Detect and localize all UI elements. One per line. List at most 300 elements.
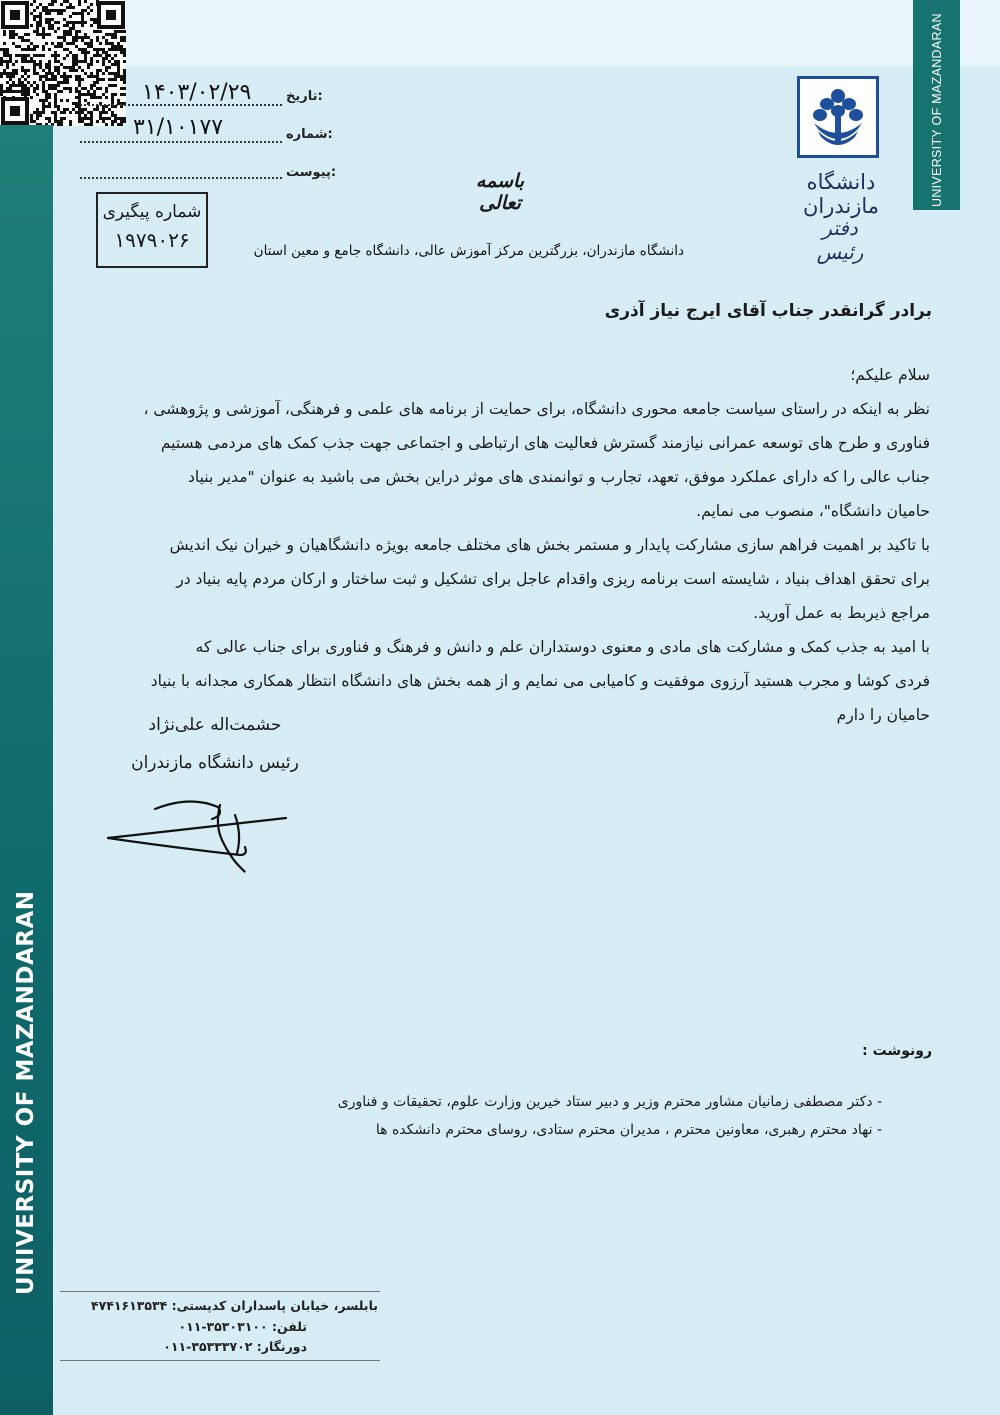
qr-module xyxy=(117,72,120,75)
qr-module xyxy=(69,27,72,30)
qr-module xyxy=(57,69,60,72)
qr-module xyxy=(99,111,102,114)
qr-module xyxy=(123,93,126,96)
qr-module xyxy=(51,0,54,3)
qr-module xyxy=(60,9,63,12)
qr-module xyxy=(87,36,90,39)
qr-module xyxy=(117,75,120,78)
qr-module xyxy=(78,75,81,78)
qr-module xyxy=(75,57,78,60)
qr-module xyxy=(63,30,66,33)
qr-module xyxy=(15,60,18,63)
qr-module xyxy=(90,9,93,12)
qr-module xyxy=(39,33,42,36)
qr-module xyxy=(18,78,21,81)
qr-module xyxy=(45,99,48,102)
qr-module xyxy=(84,99,87,102)
qr-module xyxy=(96,51,99,54)
qr-module xyxy=(42,84,45,87)
qr-module xyxy=(72,42,75,45)
qr-module xyxy=(54,30,57,33)
qr-module xyxy=(96,60,99,63)
qr-module xyxy=(24,60,27,63)
qr-module xyxy=(60,42,63,45)
qr-module xyxy=(111,93,114,96)
qr-module xyxy=(51,111,54,114)
qr-module xyxy=(15,54,18,57)
qr-module xyxy=(15,69,18,72)
qr-module xyxy=(54,84,57,87)
qr-module xyxy=(0,75,3,78)
qr-module xyxy=(48,9,51,12)
qr-module xyxy=(24,87,27,90)
qr-module xyxy=(90,57,93,60)
qr-module xyxy=(45,75,48,78)
qr-module xyxy=(36,21,39,24)
qr-module xyxy=(66,81,69,84)
qr-module xyxy=(57,72,60,75)
tree-emblem-icon xyxy=(800,79,876,155)
qr-module xyxy=(81,21,84,24)
qr-module xyxy=(54,0,57,3)
qr-module xyxy=(90,72,93,75)
qr-module xyxy=(87,6,90,9)
qr-module xyxy=(45,90,48,93)
qr-module xyxy=(39,21,42,24)
qr-module xyxy=(0,93,3,96)
qr-module xyxy=(75,90,78,93)
qr-module xyxy=(51,27,54,30)
qr-module xyxy=(48,66,51,69)
qr-module xyxy=(120,45,123,48)
qr-module xyxy=(99,30,102,33)
qr-module xyxy=(123,36,126,39)
qr-module xyxy=(39,18,42,21)
qr-module xyxy=(3,60,6,63)
qr-module xyxy=(90,111,93,114)
qr-module xyxy=(105,90,108,93)
qr-module xyxy=(45,93,48,96)
qr-module xyxy=(27,45,30,48)
qr-module xyxy=(66,87,69,90)
qr-module xyxy=(45,72,48,75)
qr-module xyxy=(42,111,45,114)
qr-module xyxy=(39,66,42,69)
qr-module xyxy=(102,117,105,120)
qr-module xyxy=(117,48,120,51)
left-band-university-name: UNIVERSITY OF MAZANDARAN xyxy=(13,890,39,1295)
qr-module xyxy=(90,96,93,99)
attachment-dotted-line xyxy=(80,177,282,179)
qr-module xyxy=(9,30,12,33)
qr-module xyxy=(0,72,3,75)
qr-module xyxy=(54,99,57,102)
qr-module xyxy=(81,93,84,96)
qr-module xyxy=(75,21,78,24)
qr-module xyxy=(66,78,69,81)
qr-module xyxy=(72,66,75,69)
qr-module xyxy=(114,114,117,117)
qr-module xyxy=(111,120,114,123)
qr-module xyxy=(45,21,48,24)
qr-module xyxy=(81,39,84,42)
cc-item: - نهاد محترم رهبری، معاونین محترم ، مدیران محترم ستادی، روسای محترم دانشکده ها xyxy=(375,1122,882,1138)
qr-module xyxy=(18,45,21,48)
qr-module xyxy=(93,81,96,84)
qr-module xyxy=(96,96,99,99)
qr-module xyxy=(84,72,87,75)
qr-module xyxy=(63,36,66,39)
qr-module xyxy=(111,111,114,114)
qr-module xyxy=(90,84,93,87)
qr-module xyxy=(111,123,114,126)
qr-module xyxy=(42,105,45,108)
qr-module xyxy=(84,54,87,57)
qr-module xyxy=(33,60,36,63)
qr-module xyxy=(60,123,63,126)
qr-module xyxy=(117,69,120,72)
qr-module xyxy=(93,108,96,111)
qr-module xyxy=(45,66,48,69)
qr-module xyxy=(117,45,120,48)
qr-module xyxy=(99,42,102,45)
qr-module xyxy=(111,114,114,117)
qr-module xyxy=(90,123,93,126)
qr-module xyxy=(54,120,57,123)
qr-module xyxy=(114,78,117,81)
qr-module xyxy=(93,84,96,87)
qr-module xyxy=(9,36,12,39)
qr-module xyxy=(51,54,54,57)
qr-module xyxy=(123,72,126,75)
qr-module xyxy=(3,42,6,45)
qr-module xyxy=(12,90,15,93)
qr-module xyxy=(48,3,51,6)
qr-module xyxy=(90,3,93,6)
qr-module xyxy=(81,117,84,120)
qr-module xyxy=(21,36,24,39)
qr-module xyxy=(54,69,57,72)
qr-module xyxy=(63,87,66,90)
qr-module xyxy=(90,60,93,63)
qr-module xyxy=(36,27,39,30)
qr-module xyxy=(75,96,78,99)
qr-module xyxy=(6,66,9,69)
qr-module xyxy=(12,63,15,66)
qr-module xyxy=(81,24,84,27)
qr-module xyxy=(81,108,84,111)
qr-module xyxy=(36,93,39,96)
qr-module xyxy=(84,33,87,36)
qr-module xyxy=(21,39,24,42)
qr-module xyxy=(39,24,42,27)
qr-module xyxy=(72,69,75,72)
qr-module xyxy=(9,54,12,57)
qr-module xyxy=(66,48,69,51)
basmala: باسمه تعالی xyxy=(475,170,525,214)
qr-module xyxy=(96,69,99,72)
qr-module xyxy=(24,39,27,42)
letter-body xyxy=(70,358,930,732)
qr-module xyxy=(21,75,24,78)
qr-module xyxy=(12,81,15,84)
qr-module xyxy=(42,108,45,111)
qr-module xyxy=(84,42,87,45)
qr-module xyxy=(96,75,99,78)
qr-module xyxy=(114,48,117,51)
qr-module xyxy=(33,111,36,114)
tracking-number: ۱۹۷۹۰۲۶ xyxy=(114,228,190,252)
qr-module xyxy=(111,36,114,39)
date-label: تاریخ: xyxy=(286,89,323,104)
qr-module xyxy=(84,93,87,96)
qr-module xyxy=(21,48,24,51)
qr-module xyxy=(18,81,21,84)
qr-module xyxy=(78,0,81,3)
qr-module xyxy=(102,60,105,63)
qr-module xyxy=(15,72,18,75)
body-line: حامیان دانشگاه"، منصوب می نمایم. xyxy=(696,502,930,520)
qr-module xyxy=(75,102,78,105)
qr-module xyxy=(36,111,39,114)
qr-module xyxy=(78,36,81,39)
qr-module xyxy=(102,108,105,111)
qr-module xyxy=(69,120,72,123)
qr-module xyxy=(93,75,96,78)
qr-module xyxy=(30,84,33,87)
qr-module xyxy=(36,108,39,111)
qr-module xyxy=(33,45,36,48)
qr-module xyxy=(90,42,93,45)
qr-module xyxy=(105,123,108,126)
qr-module xyxy=(39,15,42,18)
qr-module xyxy=(30,24,33,27)
qr-module xyxy=(123,75,126,78)
qr-module xyxy=(48,78,51,81)
qr-module xyxy=(33,15,36,18)
qr-module xyxy=(78,93,81,96)
qr-module xyxy=(9,75,12,78)
qr-module xyxy=(33,48,36,51)
qr-module xyxy=(66,75,69,78)
qr-module xyxy=(39,114,42,117)
qr-module xyxy=(57,36,60,39)
qr-module xyxy=(114,93,117,96)
qr-module xyxy=(69,51,72,54)
qr-module xyxy=(36,63,39,66)
qr-module xyxy=(54,60,57,63)
qr-module xyxy=(21,87,24,90)
qr-module xyxy=(33,30,36,33)
qr-module xyxy=(114,84,117,87)
qr-module xyxy=(102,111,105,114)
qr-module xyxy=(33,54,36,57)
qr-module xyxy=(84,117,87,120)
number-label: شماره: xyxy=(286,127,333,142)
qr-module xyxy=(36,30,39,33)
qr-module xyxy=(42,90,45,93)
qr-module xyxy=(81,87,84,90)
qr-module xyxy=(102,120,105,123)
qr-module xyxy=(93,96,96,99)
qr-module xyxy=(72,57,75,60)
qr-module xyxy=(60,63,63,66)
qr-module xyxy=(66,66,69,69)
qr-module xyxy=(36,72,39,75)
qr-module xyxy=(99,114,102,117)
tracking-number-box xyxy=(96,192,208,268)
qr-module xyxy=(63,111,66,114)
qr-module xyxy=(0,84,3,87)
body-line: سلام علیکم؛ xyxy=(850,366,930,384)
qr-module xyxy=(72,6,75,9)
qr-module xyxy=(36,54,39,57)
qr-module xyxy=(99,87,102,90)
qr-module xyxy=(24,90,27,93)
qr-module xyxy=(105,42,108,45)
qr-module xyxy=(45,117,48,120)
body-line: برای تحقق اهداف بنیاد ، شایسته است برنامه ریزی واقدام عاجل برای تشکیل و ثبت ساختار و ارکان مردم پایه بنیاد در xyxy=(176,570,930,588)
qr-module xyxy=(120,123,123,126)
qr-module xyxy=(18,90,21,93)
qr-module xyxy=(60,117,63,120)
qr-module xyxy=(6,63,9,66)
footer-top-rule xyxy=(60,1291,380,1292)
qr-module xyxy=(54,66,57,69)
qr-module xyxy=(105,54,108,57)
qr-module xyxy=(42,30,45,33)
qr-module xyxy=(18,54,21,57)
qr-module xyxy=(30,57,33,60)
qr-module xyxy=(42,45,45,48)
qr-module xyxy=(108,60,111,63)
qr-module xyxy=(90,75,93,78)
qr-module xyxy=(69,30,72,33)
qr-module xyxy=(45,6,48,9)
qr-module xyxy=(66,54,69,57)
qr-module xyxy=(9,72,12,75)
tracking-label: شماره پیگیری xyxy=(102,202,202,222)
qr-module xyxy=(48,12,51,15)
body-line: مراجع ذیربط به عمل آورید. xyxy=(753,604,930,622)
qr-module xyxy=(123,81,126,84)
qr-module xyxy=(111,63,114,66)
qr-module xyxy=(33,18,36,21)
qr-module xyxy=(114,75,117,78)
qr-module xyxy=(54,21,57,24)
qr-module xyxy=(78,66,81,69)
handwritten-signature xyxy=(100,795,300,880)
qr-module xyxy=(81,60,84,63)
qr-module xyxy=(48,63,51,66)
qr-module xyxy=(57,84,60,87)
qr-module xyxy=(48,69,51,72)
qr-module xyxy=(84,60,87,63)
qr-module xyxy=(21,69,24,72)
qr-module xyxy=(12,36,15,39)
qr-module xyxy=(45,105,48,108)
qr-module xyxy=(96,72,99,75)
footer-fax: دورنگار: ۳۵۳۳۳۷۰۲-۰۱۱ xyxy=(163,1339,307,1354)
qr-module xyxy=(15,84,18,87)
qr-module xyxy=(51,84,54,87)
qr-module xyxy=(30,96,33,99)
qr-module xyxy=(24,33,27,36)
qr-module xyxy=(69,123,72,126)
qr-module xyxy=(27,54,30,57)
qr-module xyxy=(57,81,60,84)
qr-module xyxy=(75,75,78,78)
qr-module xyxy=(123,117,126,120)
qr-module xyxy=(81,69,84,72)
qr-module xyxy=(90,63,93,66)
qr-module xyxy=(66,24,69,27)
qr-module xyxy=(96,120,99,123)
qr-module xyxy=(75,78,78,81)
qr-module xyxy=(9,33,12,36)
qr-module xyxy=(42,75,45,78)
qr-module xyxy=(87,123,90,126)
qr-module xyxy=(45,78,48,81)
qr-module xyxy=(87,51,90,54)
qr-module xyxy=(12,69,15,72)
qr-module xyxy=(66,33,69,36)
qr-module xyxy=(123,30,126,33)
qr-module xyxy=(81,78,84,81)
qr-module xyxy=(114,117,117,120)
qr-module xyxy=(21,90,24,93)
qr-module xyxy=(111,78,114,81)
qr-module xyxy=(18,36,21,39)
footer-address: بابلسر، خیابان پاسداران کدپستی: ۴۷۴۱۶۱۳۵۳۴ xyxy=(91,1298,378,1313)
qr-module xyxy=(57,66,60,69)
qr-module xyxy=(102,51,105,54)
qr-module xyxy=(93,90,96,93)
qr-module xyxy=(42,48,45,51)
qr-module xyxy=(21,66,24,69)
qr-module xyxy=(78,111,81,114)
qr-module xyxy=(42,33,45,36)
qr-module xyxy=(60,81,63,84)
qr-module xyxy=(42,87,45,90)
qr-module xyxy=(51,18,54,21)
qr-module xyxy=(93,18,96,21)
qr-module xyxy=(84,123,87,126)
qr-module xyxy=(3,30,6,33)
qr-module xyxy=(36,15,39,18)
qr-module xyxy=(0,63,3,66)
qr-module xyxy=(15,45,18,48)
qr-module xyxy=(99,48,102,51)
qr-module xyxy=(78,12,81,15)
qr-module xyxy=(108,108,111,111)
qr-module xyxy=(117,123,120,126)
qr-module xyxy=(21,84,24,87)
qr-module xyxy=(117,42,120,45)
qr-module xyxy=(123,69,126,72)
qr-module xyxy=(78,84,81,87)
qr-module xyxy=(111,72,114,75)
qr-module xyxy=(78,117,81,120)
qr-module xyxy=(63,18,66,21)
qr-module xyxy=(123,48,126,51)
university-slogan: دانشگاه مازندران، بزرگترین مرکز آموزش عالی، دانشگاه جامع و معین استان xyxy=(253,243,684,259)
qr-module xyxy=(30,120,33,123)
qr-module xyxy=(84,57,87,60)
qr-module xyxy=(87,66,90,69)
qr-module xyxy=(108,72,111,75)
qr-module xyxy=(117,99,120,102)
